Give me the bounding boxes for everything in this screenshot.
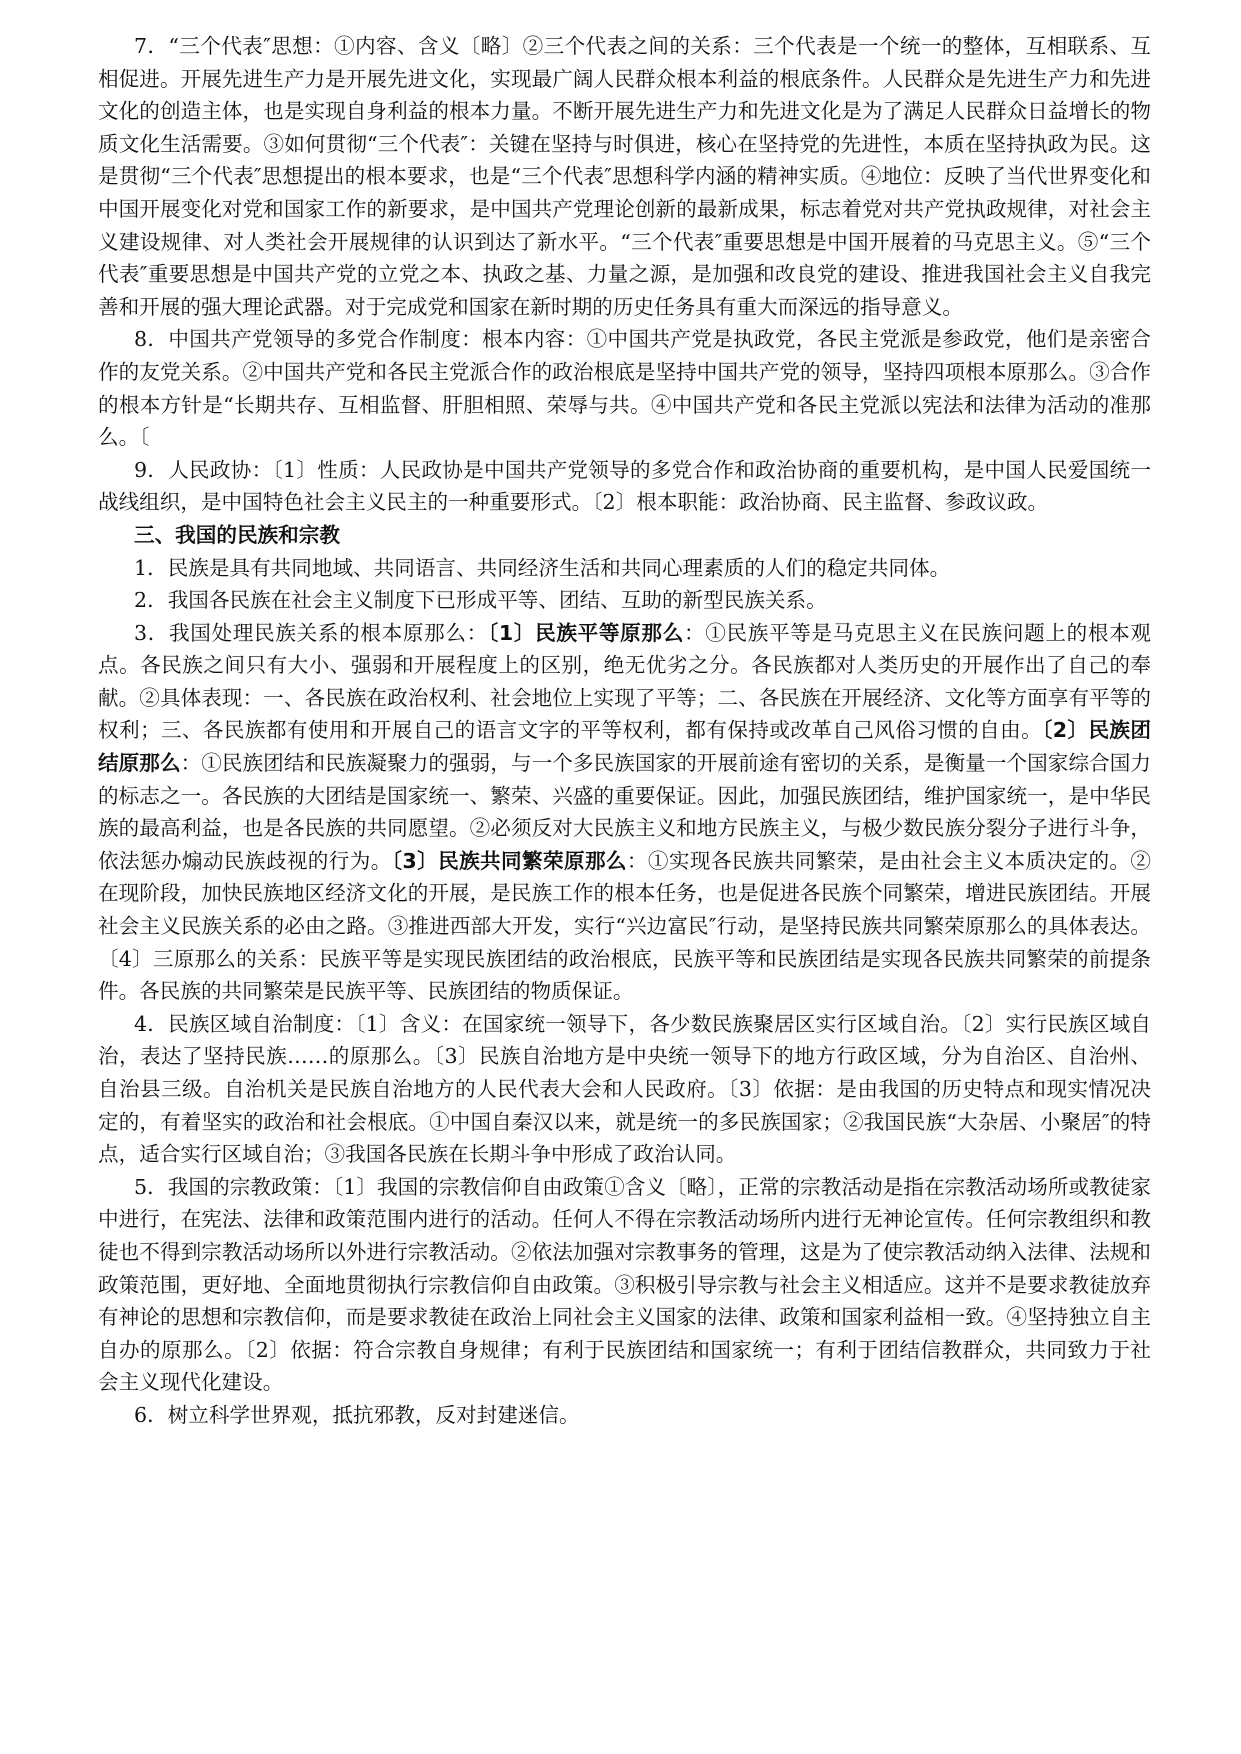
document-page: [98, 30, 1151, 1432]
section-heading-3: 三、我国的民族和宗教: [134, 522, 340, 547]
principle-equality-heading: 〔1〕民族平等原那么: [487, 620, 684, 645]
paragraph-9: 9．人民政协：〔1〕性质：人民政协是中国共产党领导的多党合作和政治协商的重要机构，是中国人民爱国统一战线组织，是中国特色社会主义民主的一种重要形式。〔2〕根本职能：政治协商、民主监督、参政议政。: [98, 457, 1151, 515]
section3-paragraph-6: 6．树立科学世界观，抵抗邪教，反对封建迷信。: [134, 1402, 580, 1427]
principle-prosperity-text: ：①实现各民族共同繁荣，是由社会主义本质决定的。②在现阶段，加快民族地区经济文化的开展，是民族工作的根本任务，也是促进各民族个同繁荣，增进民族团结。开展社会主义民族关系的必由之路。③推进西部大开发，实行“兴边富民″行动，是坚持民族共同繁荣原那么的具体表达。〔4〕三原那么的关系：民族平等是实现民族团结的政治根底，民族平等和民族团结是实现各民族共同繁荣的前提条件。各民族的共同繁荣是民族平等、民族团结的物质保证。: [98, 848, 1152, 1004]
section3-paragraph-4: 4．民族区域自治制度：〔1〕含义：在国家统一领导下，各少数民族聚居区实行区域自治。〔2〕实行民族区域自治，表达了坚持民族……的原那么。〔3〕民族自治地方是中央统一领导下的地方行政区域，分为自治区、自治州、自治县三级。自治机关是民族自治地方的人民代表大会和人民政府。〔3〕依据：是由我国的历史特点和现实情况决定的，有着坚实的政治和社会根底。①中国自秦汉以来，就是统一的多民族国家；②我国民族“大杂居、小聚居″的特点，适合实行区域自治；③我国各民族在长期斗争中形成了政治认同。: [98, 1011, 1151, 1167]
principle-prosperity-heading: 〔3〕民族共同繁荣原那么: [391, 848, 627, 873]
principle-unity-text: ：①民族团结和民族凝聚力的强弱，与一个多民族国家的开展前途有密切的关系，是衡量一个国家综合国力的标志之一。各民族的大团结是国家统一、繁荣、兴盛的重要保证。因此，加强民族团结，维护国家统一，是中华民族的最高利益，也是各民族的共同愿望。②必须反对大民族主义和地方民族主义，与极少数民族分裂分子进行斗争，依法惩办煽动民族歧视的行为。: [98, 751, 1151, 873]
principle-unity-heading: 〔2〕民族团结原那么: [98, 718, 1152, 776]
section3-paragraph-2: 2．我国各民族在社会主义制度下已形成平等、团结、互助的新型民族关系。: [134, 588, 827, 613]
section3-paragraph-5: 5．我国的宗教政策：〔1〕我国的宗教信仰自由政策①含义〔略〕，正常的宗教活动是指在宗教活动场所或教徒家中进行，在宪法、法律和政策范围内进行的活动。任何人不得在宗教活动场所内进行无神论宣传。任何宗教组织和教徒也不得到宗教活动场所以外进行宗教活动。②依法加强对宗教事务的管理，这是为了使宗教活动纳入法律、法规和政策范围，更好地、全面地贯彻执行宗教信仰自由政策。③积极引导宗教与社会主义相适应。这并不是要求教徒放弃有神论的思想和宗教信仰，而是要求教徒在政治上同社会主义国家的法律、政策和国家利益相一致。④坚持独立自主自办的原那么。〔2〕依据：符合宗教自身规律；有利于民族团结和国家统一；有利于团结信教群众，共同致力于社会主义现代化建设。: [98, 1174, 1151, 1395]
section3-paragraph-1: 1．民族是具有共同地域、共同语言、共同经济生活和共同心理素质的人们的稳定共同体。: [134, 555, 951, 580]
section3-paragraph-3: [98, 617, 1151, 1008]
principle-equality-text: ：①民族平等是马克思主义在民族问题上的根本观点。各民族之间只有大小、强弱和开展程度上的区别，绝无优劣之分。各民族都对人类历史的开展作出了自己的奉献。②具体表现：一、各民族在政治权利、社会地位上实现了平等；二、各民族在开展经济、文化等方面享有平等的权利；三、各民族都有使用和开展自己的语言文字的平等权利，都有保持或改革自己风俗习惯的自由。: [98, 620, 1151, 743]
paragraph-7: 7．“三个代表″思想：①内容、含义〔略〕②三个代表之间的关系：三个代表是一个统一的整体，互相联系、互相促进。开展先进生产力是开展先进文化，实现最广阔人民群众根本利益的根底条件。人民群众是先进生产力和先进文化的创造主体，也是实现自身利益的根本力量。不断开展先进生产力和先进文化是为了满足人民群众日益增长的物质文化生活需要。③如何贯彻“三个代表″：关键在坚持与时俱进，核心在坚持党的先进性，本质在坚持执政为民。这是贯彻“三个代表″思想提出的根本要求，也是“三个代表″思想科学内涵的精神实质。④地位：反映了当代世界变化和中国开展变化对党和国家工作的新要求，是中国共产党理论创新的最新成果，标志着党对共产党执政规律，对社会主义建设规律、对人类社会开展规律的认识到达了新水平。“三个代表″重要思想是中国开展着的马克思主义。⑤“三个代表″重要思想是中国共产党的立党之本、执政之基、力量之源，是加强和改良党的建设、推进我国社会主义自我完善和开展的强大理论武器。对于完成党和国家在新时期的历史任务具有重大而深远的指导意义。: [98, 34, 1151, 319]
principles-intro: 3．我国处理民族关系的根本原那么：: [134, 620, 488, 645]
paragraph-8: 8．中国共产党领导的多党合作制度：根本内容：①中国共产党是执政党，各民主党派是参政党，他们是亲密合作的友党关系。②中国共产党和各民主党派合作的政治根底是坚持中国共产党的领导，坚持四项根本原那么。③合作的根本方针是“长期共存、互相监督、肝胆相照、荣辱与共。④中国共产党和各民主党派以宪法和法律为活动的准那么。〔: [98, 327, 1151, 450]
